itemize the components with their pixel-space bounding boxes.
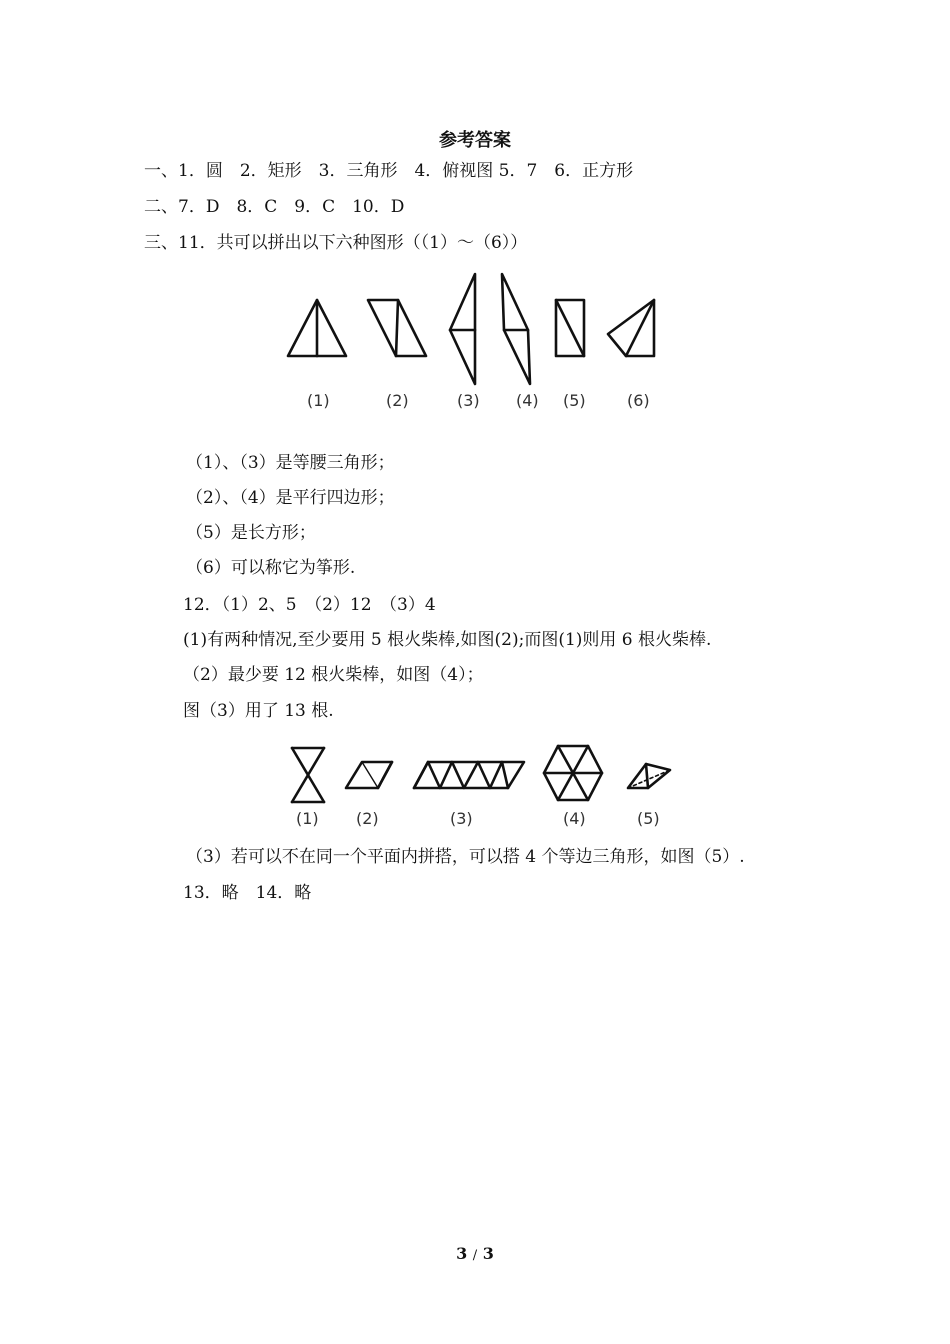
fig1-caption-6: (6) — [627, 391, 650, 410]
arrangement-3-triangle-strip — [414, 762, 524, 788]
fig2-caption-3: (3) — [450, 809, 473, 828]
fig1-caption-1: (1) — [307, 391, 330, 410]
fig1-caption-3: (3) — [457, 391, 480, 410]
page-current: 3 — [456, 1244, 468, 1263]
answer-section-1: 一、1．圆 2．矩形 3．三角形 4．俯视图 5．7 6．正方形 — [144, 161, 634, 181]
q12-line-1: (1)有两种情况,至少要用 5 根火柴棒,如图(2);而图(1)则用 6 根火柴棒. — [183, 630, 712, 650]
figure-matchstick-arrangements — [280, 740, 680, 812]
q12-note: （3）若可以不在同一个平面内拼搭，可以搭 4 个等边三角形，如图（5）. — [186, 847, 745, 867]
q11-line-3: （5）是长方形； — [186, 523, 316, 543]
shape-5-rectangle — [556, 300, 584, 356]
fig2-caption-5: (5) — [637, 809, 660, 828]
arrangement-4-hexagon — [544, 746, 602, 800]
q11-line-1: （1）、（3）是等腰三角形； — [186, 453, 395, 473]
fig2-caption-4: (4) — [563, 809, 586, 828]
page-title: 参考答案 — [439, 130, 511, 151]
fig1-caption-2: (2) — [386, 391, 409, 410]
fig1-caption-4: (4) — [516, 391, 539, 410]
page-total: 3 — [482, 1244, 494, 1263]
q12-line-2: （2）最少要 12 根火柴棒，如图（4）； — [183, 665, 484, 685]
arrangement-1-bowtie — [292, 748, 324, 802]
fig1-caption-5: (5) — [563, 391, 586, 410]
q13-14-answers: 13．略 14．略 — [183, 883, 312, 903]
fig2-caption-1: (1) — [296, 809, 319, 828]
q11-line-4: （6）可以称它为筝形. — [186, 558, 356, 578]
figure-six-shapes — [280, 268, 670, 392]
page-number — [0, 1244, 950, 1263]
arrangement-5-tetrahedron — [628, 764, 670, 788]
arrangement-2-rhombus — [346, 762, 392, 788]
q12-line-3: 图（3）用了 13 根. — [183, 701, 334, 721]
answer-section-2: 二、7．D 8．C 9．C 10．D — [144, 197, 405, 217]
shape-1-isosceles-triangle — [288, 300, 346, 356]
page-separator: / — [472, 1248, 478, 1263]
shape-6-kite — [608, 300, 654, 356]
q12-header: 12．（1）2、5 （2）12 （3）4 — [183, 595, 436, 615]
shape-2-parallelogram — [368, 300, 426, 356]
shape-3-tall-isosceles-triangle — [450, 274, 475, 384]
answer-section-3: 三、11．共可以拼出以下六种图形（（1）～（6）） — [144, 233, 528, 253]
fig2-caption-2: (2) — [356, 809, 379, 828]
shape-4-tall-parallelogram — [502, 274, 530, 384]
q11-line-2: （2）、（4）是平行四边形； — [186, 488, 395, 508]
